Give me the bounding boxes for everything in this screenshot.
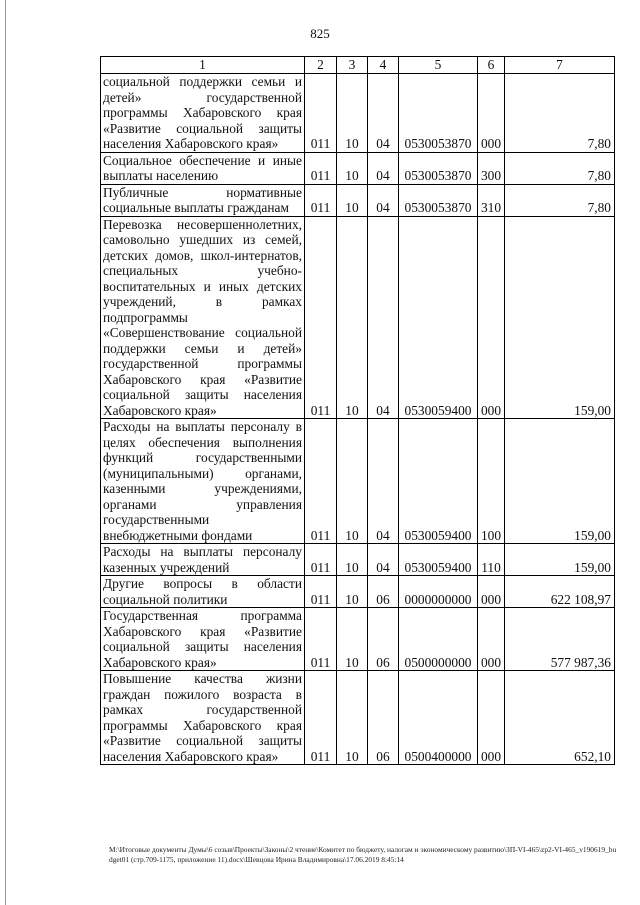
page-number: 825 <box>310 26 330 41</box>
row-rz-cell: 10 <box>337 152 368 184</box>
row-ved-cell: 011 <box>305 152 337 184</box>
row-ved-cell: 011 <box>305 184 337 216</box>
row-sum-cell: 7,80 <box>505 184 615 216</box>
budget-table-body <box>101 57 615 765</box>
row-sum-cell: 159,00 <box>505 544 615 576</box>
row-pr-cell: 04 <box>368 419 399 544</box>
row-vr-cell: 000 <box>478 671 505 765</box>
row-vr-cell: 000 <box>478 576 505 608</box>
table-row <box>101 152 615 184</box>
row-pr-cell: 04 <box>368 74 399 153</box>
row-sum-cell: 159,00 <box>505 216 615 419</box>
table-row <box>101 74 615 153</box>
table-row <box>101 576 615 608</box>
row-pr-cell: 06 <box>368 608 399 671</box>
budget-table <box>100 56 615 765</box>
row-csr-cell: 0530059400 <box>399 419 478 544</box>
row-ved-cell: 011 <box>305 608 337 671</box>
header-col-5: 5 <box>399 57 478 74</box>
row-sum-cell: 622 108,97 <box>505 576 615 608</box>
row-name-cell: Социальное обеспечение и иные выплаты населению <box>101 152 305 184</box>
row-name-cell: Расходы на выплаты персоналу в целях обеспечения выполнения функций государственными (муниципальными) органами, казенными учреждениями, органами управления государственными внебюджетными фондами <box>101 419 305 544</box>
row-csr-cell: 0500000000 <box>399 608 478 671</box>
table-row <box>101 671 615 765</box>
row-name-cell: Повышение качества жизни граждан пожилого возраста в рамках государственной программы Хабаровского края «Развитие социальной защиты населения Хабаровского края» <box>101 671 305 765</box>
row-ved-cell: 011 <box>305 671 337 765</box>
file-path-footer: M:\Итоговые документы Думы\6 созыв\Проекты\Законы\2 чтение\Комитет по бюджету, налогам и экономическому развитию\ЗП-VI-465\zp2-VI-465_v190619_budget01 (стр.709-1175, приложение 11).docx\Шевцова Ирина Владимировна\17.06.2019 8:45:14 <box>109 845 617 864</box>
row-vr-cell: 100 <box>478 419 505 544</box>
row-vr-cell: 000 <box>478 216 505 419</box>
row-ved-cell: 011 <box>305 74 337 153</box>
header-col-6: 6 <box>478 57 505 74</box>
row-name-cell: Перевозка несовершеннолетних, самовольно ушедших из семей, детских домов, школ-интернатов, специальных учебно-воспитательных и иных детских учреждений, в рамках подпрограммы «Совершенствование социальной поддержки семьи и детей» государственной программы Хабаровского края «Развитие социальной защиты населения Хабаровского края» <box>101 216 305 419</box>
row-rz-cell: 10 <box>337 419 368 544</box>
row-sum-cell: 7,80 <box>505 74 615 153</box>
table-row <box>101 419 615 544</box>
row-sum-cell: 7,80 <box>505 152 615 184</box>
row-ved-cell: 011 <box>305 544 337 576</box>
header-col-1: 1 <box>101 57 305 74</box>
header-col-2: 2 <box>305 57 337 74</box>
row-name-cell: Публичные нормативные социальные выплаты гражданам <box>101 184 305 216</box>
row-vr-cell: 000 <box>478 74 505 153</box>
header-row <box>101 57 615 74</box>
row-csr-cell: 0500400000 <box>399 671 478 765</box>
row-csr-cell: 0530053870 <box>399 152 478 184</box>
table-row <box>101 608 615 671</box>
row-sum-cell: 159,00 <box>505 419 615 544</box>
row-pr-cell: 04 <box>368 216 399 419</box>
row-ved-cell: 011 <box>305 576 337 608</box>
row-pr-cell: 04 <box>368 544 399 576</box>
row-pr-cell: 04 <box>368 152 399 184</box>
row-csr-cell: 0530059400 <box>399 216 478 419</box>
row-vr-cell: 310 <box>478 184 505 216</box>
row-name-cell: социальной поддержки семьи и детей» государственной программы Хабаровского края «Развитие социальной защиты населения Хабаровского края» <box>101 74 305 153</box>
row-ved-cell: 011 <box>305 419 337 544</box>
table-row <box>101 184 615 216</box>
row-vr-cell: 110 <box>478 544 505 576</box>
table-row <box>101 216 615 419</box>
row-pr-cell: 06 <box>368 671 399 765</box>
row-name-cell: Другие вопросы в области социальной политики <box>101 576 305 608</box>
row-rz-cell: 10 <box>337 576 368 608</box>
row-rz-cell: 10 <box>337 671 368 765</box>
table-row <box>101 544 615 576</box>
row-rz-cell: 10 <box>337 74 368 153</box>
row-rz-cell: 10 <box>337 608 368 671</box>
row-csr-cell: 0530059400 <box>399 544 478 576</box>
row-name-cell: Государственная программа Хабаровского края «Развитие социальной защиты населения Хабаровского края» <box>101 608 305 671</box>
row-csr-cell: 0530053870 <box>399 74 478 153</box>
row-ved-cell: 011 <box>305 216 337 419</box>
row-sum-cell: 577 987,36 <box>505 608 615 671</box>
row-pr-cell: 04 <box>368 184 399 216</box>
header-col-7: 7 <box>505 57 615 74</box>
row-rz-cell: 10 <box>337 184 368 216</box>
row-pr-cell: 06 <box>368 576 399 608</box>
row-vr-cell: 000 <box>478 608 505 671</box>
header-col-3: 3 <box>337 57 368 74</box>
row-name-cell: Расходы на выплаты персоналу казенных учреждений <box>101 544 305 576</box>
row-vr-cell: 300 <box>478 152 505 184</box>
scan-edge-line <box>5 0 6 905</box>
row-csr-cell: 0530053870 <box>399 184 478 216</box>
row-rz-cell: 10 <box>337 544 368 576</box>
header-col-4: 4 <box>368 57 399 74</box>
row-sum-cell: 652,10 <box>505 671 615 765</box>
row-rz-cell: 10 <box>337 216 368 419</box>
row-csr-cell: 0000000000 <box>399 576 478 608</box>
